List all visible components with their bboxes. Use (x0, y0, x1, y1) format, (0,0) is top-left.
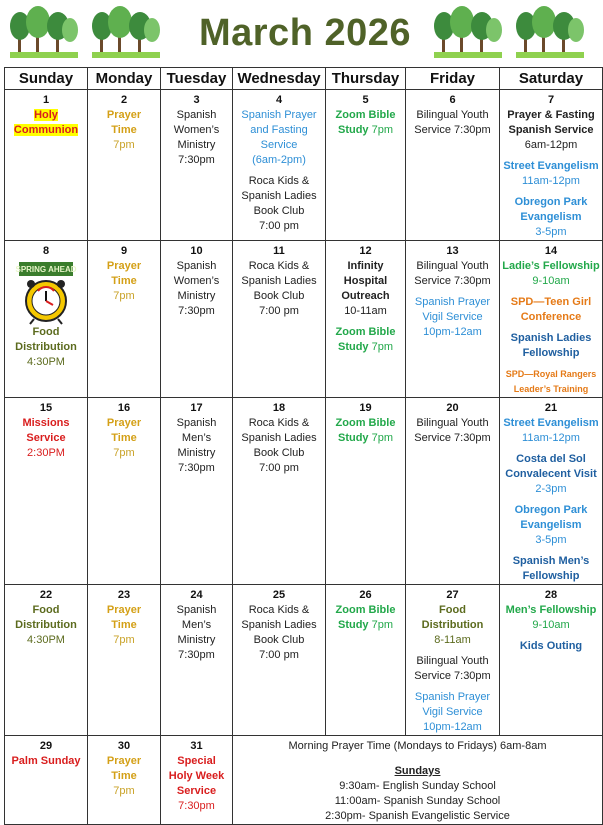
spring-ahead-clock-icon (15, 261, 77, 325)
event-text: Spanish Ladies (241, 619, 317, 631)
day-number: 5 (362, 94, 369, 106)
event-time: 6am-12pm (524, 139, 578, 151)
event-text: Service (176, 785, 217, 797)
day-cell (161, 585, 233, 736)
day-cell (233, 241, 326, 398)
week-row (5, 736, 603, 825)
event-time: 7:30pm (178, 462, 215, 474)
event-time: 9-10am (532, 619, 570, 631)
calendar-header (0, 0, 603, 66)
event-text: Prayer (106, 109, 142, 121)
weekday-sunday: Sunday (5, 68, 88, 90)
week-row (5, 398, 603, 585)
event-text: Book Club (253, 447, 305, 459)
event-text: Street Evangelism (503, 160, 599, 172)
event-text: SPD—Royal Rangers (505, 369, 597, 379)
event-text: Roca Kids & (248, 604, 310, 616)
day-cell (326, 585, 406, 736)
day-cell (326, 90, 406, 241)
event-time: 11am-12pm (522, 432, 580, 444)
event-text: Evangelism (520, 519, 582, 531)
event-text: Spanish (176, 260, 217, 272)
event-text: Study (337, 124, 369, 136)
event-time: 7:30pm (178, 305, 215, 317)
event-time: 4:30PM (27, 356, 65, 368)
event-text: Ministry (177, 447, 216, 459)
event-time: 7pm (371, 432, 394, 444)
day-cell (5, 241, 88, 398)
day-cell (5, 736, 88, 825)
day-number: 26 (359, 589, 372, 601)
event-text: Conference (520, 311, 582, 323)
weekday-friday: Friday (406, 68, 500, 90)
day-number: 16 (117, 402, 131, 414)
event-text: Obregon Park (514, 504, 588, 516)
event-text: Ministry (177, 139, 216, 151)
morning-prayer-note: Morning Prayer Time (Mondays to Fridays) 6am-8am (288, 740, 547, 752)
day-number: 31 (190, 740, 203, 752)
day-cell (326, 398, 406, 585)
event-time: 7pm (371, 341, 394, 353)
event-time: 10pm-12am (423, 721, 482, 733)
event-text: Hospital (343, 275, 388, 287)
day-cell-highlighted (500, 585, 603, 736)
event-time: 3-5pm (535, 226, 567, 238)
weekday-saturday: Saturday (500, 68, 603, 90)
event-text: Study (337, 619, 369, 631)
day-cell (326, 241, 406, 398)
event-text: Food (32, 604, 60, 616)
day-number: 30 (117, 740, 131, 752)
day-number: 19 (359, 402, 372, 414)
day-number: 28 (544, 589, 558, 601)
event-time: 8-11am (434, 634, 471, 646)
event-text: Vigil Service (422, 706, 483, 718)
event-text: Costa del Sol (516, 453, 586, 465)
day-cell (161, 90, 233, 241)
event-text: Spanish Ladies (241, 190, 317, 202)
day-cell (88, 585, 161, 736)
event-time: 3-5pm (535, 534, 567, 546)
event-text: Service (260, 139, 298, 151)
day-number: 18 (272, 402, 286, 414)
event-time: 2:30PM (27, 447, 65, 459)
event-time: 7:00 pm (259, 462, 299, 474)
event-text: Zoom Bible (335, 604, 396, 616)
day-cell (5, 398, 88, 585)
week-row (5, 241, 603, 398)
event-text: Men’s Fellowship (505, 604, 597, 616)
event-time: 7pm (371, 619, 394, 631)
event-text: Prayer (106, 755, 142, 767)
event-text: Holy (34, 109, 58, 121)
day-cell (88, 398, 161, 585)
event-time: 7:30pm (178, 800, 215, 812)
event-text: Spanish (176, 109, 217, 121)
event-text: Spanish Prayer (414, 296, 491, 308)
day-cell (88, 241, 161, 398)
day-cell (406, 90, 500, 241)
day-cell (500, 241, 603, 398)
day-number: 13 (446, 245, 459, 257)
event-text: Prayer (106, 260, 142, 272)
weekday-header-row (5, 68, 603, 90)
event-text: Women’s (173, 124, 220, 136)
day-cell (161, 241, 233, 398)
event-text: Communion (13, 124, 79, 136)
event-text: Food (32, 326, 60, 338)
sunday-schedule-line: 11:00am- Spanish Sunday School (334, 795, 501, 807)
page-title: March 2026 (198, 12, 411, 54)
event-text: Bilingual Youth (416, 655, 489, 667)
day-number: 24 (190, 589, 203, 601)
day-number: 6 (449, 94, 456, 106)
event-text: Time (111, 432, 137, 444)
day-number: 14 (544, 245, 558, 257)
weekday-monday: Monday (88, 68, 161, 90)
week-row (5, 90, 603, 241)
day-cell (161, 736, 233, 825)
event-text: Service 7:30pm (414, 275, 491, 287)
weekday-tuesday: Tuesday (161, 68, 233, 90)
day-number: 29 (39, 740, 53, 752)
event-text: SPD—Teen Girl (510, 296, 592, 308)
event-time: 9-10am (532, 275, 570, 287)
event-text: Bilingual Youth (416, 417, 489, 429)
day-cell (406, 585, 500, 736)
event-text: Roca Kids & (248, 260, 310, 272)
day-number: 3 (193, 94, 200, 106)
event-time: 7:00 pm (259, 220, 299, 232)
event-time: 11am-12pm (522, 175, 580, 187)
event-time: 7:00 pm (259, 649, 299, 661)
day-cell (406, 398, 500, 585)
day-number: 1 (42, 94, 50, 106)
day-cell (233, 398, 326, 585)
trees-icon (434, 4, 502, 60)
day-number: 12 (359, 245, 372, 257)
day-number: 15 (39, 402, 53, 414)
event-text: Roca Kids & (248, 175, 310, 187)
event-text: Leader’s Training (513, 384, 589, 394)
event-text: Roca Kids & (248, 417, 310, 429)
event-text: Distribution (15, 341, 77, 353)
schedule-notes (233, 736, 603, 825)
event-text: Time (111, 770, 137, 782)
event-time: 7pm (113, 139, 135, 151)
event-text: Fellowship (522, 347, 580, 359)
event-text: Service (26, 432, 66, 444)
day-cell (88, 736, 161, 825)
event-text: Study (337, 432, 369, 444)
event-text: Distribution (421, 619, 484, 631)
event-text: Spanish (176, 604, 217, 616)
event-text: Time (111, 124, 137, 136)
event-text: Palm Sunday (11, 755, 81, 767)
event-text: Women’s (173, 275, 220, 287)
event-time: 10-11am (344, 305, 387, 317)
day-number: 22 (39, 589, 53, 601)
event-time: 7:30pm (178, 154, 215, 166)
event-text: Vigil Service (422, 311, 483, 323)
event-text: Spanish (176, 417, 217, 429)
day-cell (233, 585, 326, 736)
event-time: 7:30pm (178, 649, 215, 661)
event-text: Zoom Bible (335, 326, 396, 338)
event-time: 7pm (371, 124, 394, 136)
event-time: 7pm (113, 290, 135, 302)
day-number: 10 (190, 245, 203, 257)
event-text: Bilingual Youth (416, 109, 489, 121)
event-text: Prayer (106, 417, 142, 429)
day-cell (500, 398, 603, 585)
event-text: Spanish Service (508, 124, 594, 136)
event-text: Book Club (253, 290, 305, 302)
event-text: Street Evangelism (503, 417, 599, 429)
event-text: Kids Outing (519, 640, 583, 652)
spring-ahead-badge-text: SPRING AHEAD (15, 265, 77, 274)
event-text: Fellowship (522, 570, 580, 582)
event-text: Holy Week (168, 770, 225, 782)
event-text: Men’s (181, 432, 212, 444)
event-text: Prayer (106, 604, 142, 616)
weekday-thursday: Thursday (326, 68, 406, 90)
event-time: 7pm (113, 447, 135, 459)
trees-icon (516, 4, 584, 60)
event-time: 2-3pm (535, 483, 567, 495)
event-time: 10pm-12am (423, 326, 482, 338)
day-number: 7 (547, 94, 555, 106)
trees-icon (10, 4, 78, 60)
event-text: Obregon Park (514, 196, 588, 208)
event-text: Zoom Bible (335, 109, 396, 121)
event-text: Outreach (341, 290, 390, 302)
day-number: 21 (544, 402, 558, 414)
event-text: Study (337, 341, 369, 353)
event-text: Spanish Ladies (510, 332, 592, 344)
event-text: Service 7:30pm (414, 670, 491, 682)
day-number: 20 (446, 402, 459, 414)
event-text: Spanish Ladies (241, 432, 317, 444)
event-text: Ministry (177, 290, 216, 302)
event-text: Distribution (15, 619, 77, 631)
event-text: Men’s (181, 619, 212, 631)
day-number: 9 (120, 245, 128, 257)
week-row (5, 585, 603, 736)
day-number: 17 (190, 402, 203, 414)
sundays-heading: Sundays (394, 765, 441, 777)
day-cell (5, 585, 88, 736)
day-cell (88, 90, 161, 241)
event-text: Time (111, 619, 137, 631)
event-text: Book Club (253, 205, 305, 217)
event-time: 7pm (113, 785, 135, 797)
event-text: Ladie’s Fellowship (502, 260, 600, 272)
event-text: Time (111, 275, 137, 287)
day-cell (161, 398, 233, 585)
event-text: Infinity (347, 260, 384, 272)
event-text: Spanish Men’s (512, 555, 590, 567)
event-time: 4:30PM (27, 634, 65, 646)
event-text: Spanish Prayer (241, 109, 317, 121)
event-text: Book Club (253, 634, 305, 646)
event-text: Convalecent Visit (505, 468, 597, 480)
event-text: Special (177, 755, 216, 767)
day-number: 4 (275, 94, 283, 106)
event-text: Service 7:30pm (414, 124, 491, 136)
day-number: 23 (117, 589, 131, 601)
day-number: 25 (272, 589, 286, 601)
day-cell (5, 90, 88, 241)
weekday-wednesday: Wednesday (233, 68, 326, 90)
day-cell (500, 90, 603, 241)
event-text: Bilingual Youth (416, 260, 489, 272)
event-time: 7:00 pm (259, 305, 299, 317)
calendar-grid (4, 67, 603, 825)
event-text: Spanish Ladies (241, 275, 317, 287)
event-text: Evangelism (520, 211, 582, 223)
sunday-schedule-line: 9:30am- English Sunday School (339, 780, 496, 792)
day-number: 11 (273, 245, 285, 257)
event-text: Missions (22, 417, 70, 429)
event-text: Ministry (177, 634, 216, 646)
event-text: Food (439, 604, 466, 616)
event-text: Service 7:30pm (414, 432, 491, 444)
event-text: Prayer & Fasting (507, 109, 595, 121)
day-number: 2 (120, 94, 128, 106)
day-number: 27 (446, 589, 459, 601)
event-text: and Fasting (250, 124, 308, 136)
event-time: (6am-2pm) (252, 154, 306, 166)
event-time: 7pm (113, 634, 135, 646)
trees-icon (92, 4, 160, 60)
sunday-schedule-line: 2:30pm- Spanish Evangelistic Service (325, 810, 510, 822)
day-cell (233, 90, 326, 241)
event-text: Zoom Bible (335, 417, 396, 429)
day-cell (406, 241, 500, 398)
day-number: 8 (42, 245, 50, 257)
event-text: Spanish Prayer (414, 691, 491, 703)
